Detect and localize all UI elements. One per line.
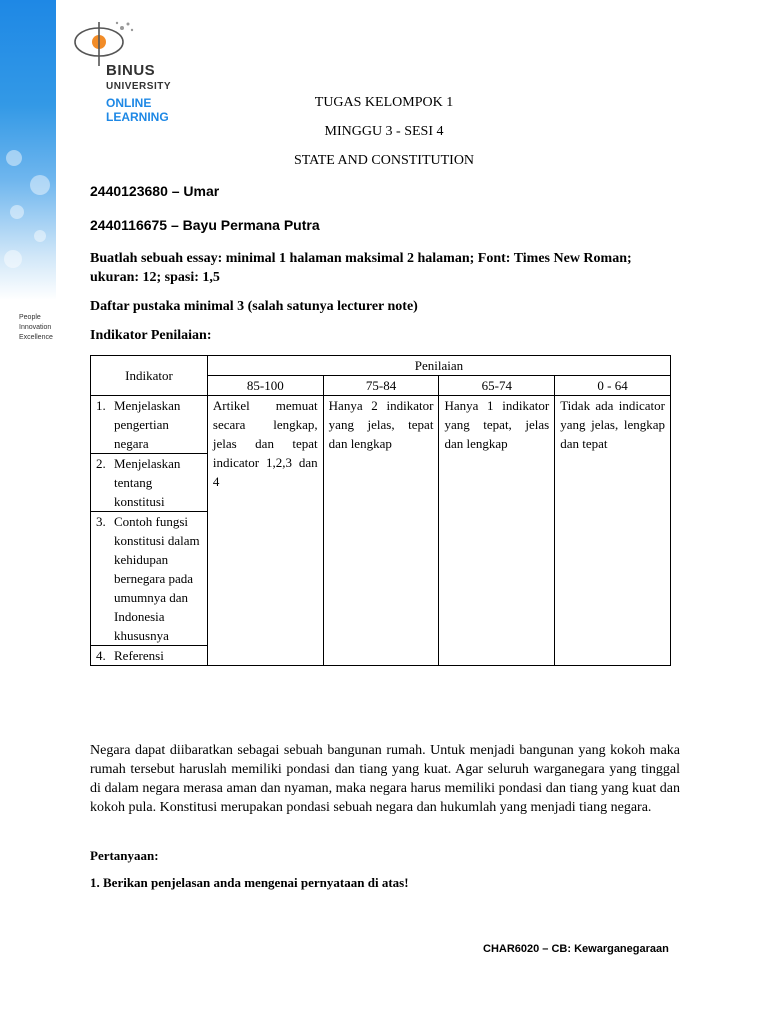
indicator-header: Indikator: [91, 356, 208, 396]
tagline-line: Innovation: [19, 324, 52, 331]
rubric-title: Indikator Penilaian:: [90, 328, 212, 343]
tagline: [19, 313, 53, 343]
questions-label: Pertanyaan:: [90, 848, 159, 863]
indicator-cell: [91, 512, 208, 646]
score-range: 0 - 64: [555, 376, 671, 396]
body-paragraph: Negara dapat diibaratkan sebagai sebuah bangunan rumah. Untuk menjadi bangunan yang kokoh maka rumah tersebut haruslah memiliki pondasi dan tiang yang kuat. Agar seluruh warganegara yang tinggal di dalam negara merasa aman dan nyaman, maka negara harus memiliki pondasi dan tiang yang kuat dan kokoh pula. Konstitusi merupakan pondasi sebuah negara dan hukumlah yang menjadi tiang negara.: [90, 743, 680, 815]
indicator-text: Referensi: [114, 648, 164, 663]
description-cell: Hanya 2 indikator yang jelas, tepat dan lengkap: [323, 396, 439, 666]
sidebar-decoration: [0, 0, 56, 300]
indicator-text: Menjelaskan tentang konstitusi: [114, 456, 181, 509]
title-line: STATE AND CONSTITUTION: [293, 153, 475, 168]
tagline-line: Excellence: [19, 334, 53, 341]
binus-logo: [72, 18, 192, 128]
member-name: 2440123680 – Umar: [90, 183, 220, 199]
tagline-line: People: [19, 314, 41, 321]
logo-emblem-icon: [72, 18, 142, 68]
indicator-text: Contoh fungsi konstitusi dalam kehidupan bernegara pada umumnya dan Indonesia khususnya: [114, 514, 200, 643]
member-name: 2440116675 – Bayu Permana Putra: [90, 217, 320, 233]
score-range: 65-74: [439, 376, 555, 396]
essay-instruction: Buatlah sebuah essay: minimal 1 halaman maksimal 2 halaman; Font: Times New Roman; ukuran: 12; spasi: 1,5: [90, 251, 632, 285]
rubric-table: [90, 355, 671, 666]
indicator-number: 2.: [96, 456, 106, 471]
question-1: 1. Berikan penjelasan anda mengenai pernyataan di atas!: [90, 875, 409, 890]
table-row: [91, 396, 671, 454]
indicator-number: 3.: [96, 514, 106, 529]
title-line: TUGAS KELOMPOK 1: [314, 95, 454, 110]
logo-text: LEARNING: [106, 110, 169, 124]
description-cell: Artikel memuat secara lengkap, jelas dan tepat indicator 1,2,3 dan 4: [207, 396, 323, 666]
logo-text: BINUS: [106, 62, 156, 79]
indicator-cell: [91, 454, 208, 512]
logo-text: UNIVERSITY: [106, 81, 172, 92]
score-range: 75-84: [323, 376, 439, 396]
reference-instruction: Daftar pustaka minimal 3 (salah satunya lecturer note): [90, 299, 418, 314]
description-cell: Tidak ada indicator yang jelas, lengkap dan tepat: [555, 396, 671, 666]
indicator-text: Menjelaskan pengertian negara: [114, 398, 181, 451]
score-range: 85-100: [207, 376, 323, 396]
title-line: MINGGU 3 - SESI 4: [324, 124, 444, 139]
course-footer: CHAR6020 – CB: Kewarganegaraan: [483, 943, 669, 955]
indicator-number: 4.: [96, 648, 106, 663]
logo-text: ONLINE: [106, 96, 152, 110]
indicator-cell: [91, 646, 208, 666]
indicator-cell: [91, 396, 208, 454]
assessment-header: Penilaian: [207, 356, 670, 376]
indicator-number: 1.: [96, 398, 106, 413]
description-cell: Hanya 1 indikator yang tepat, jelas dan lengkap: [439, 396, 555, 666]
table-row: [91, 356, 671, 376]
